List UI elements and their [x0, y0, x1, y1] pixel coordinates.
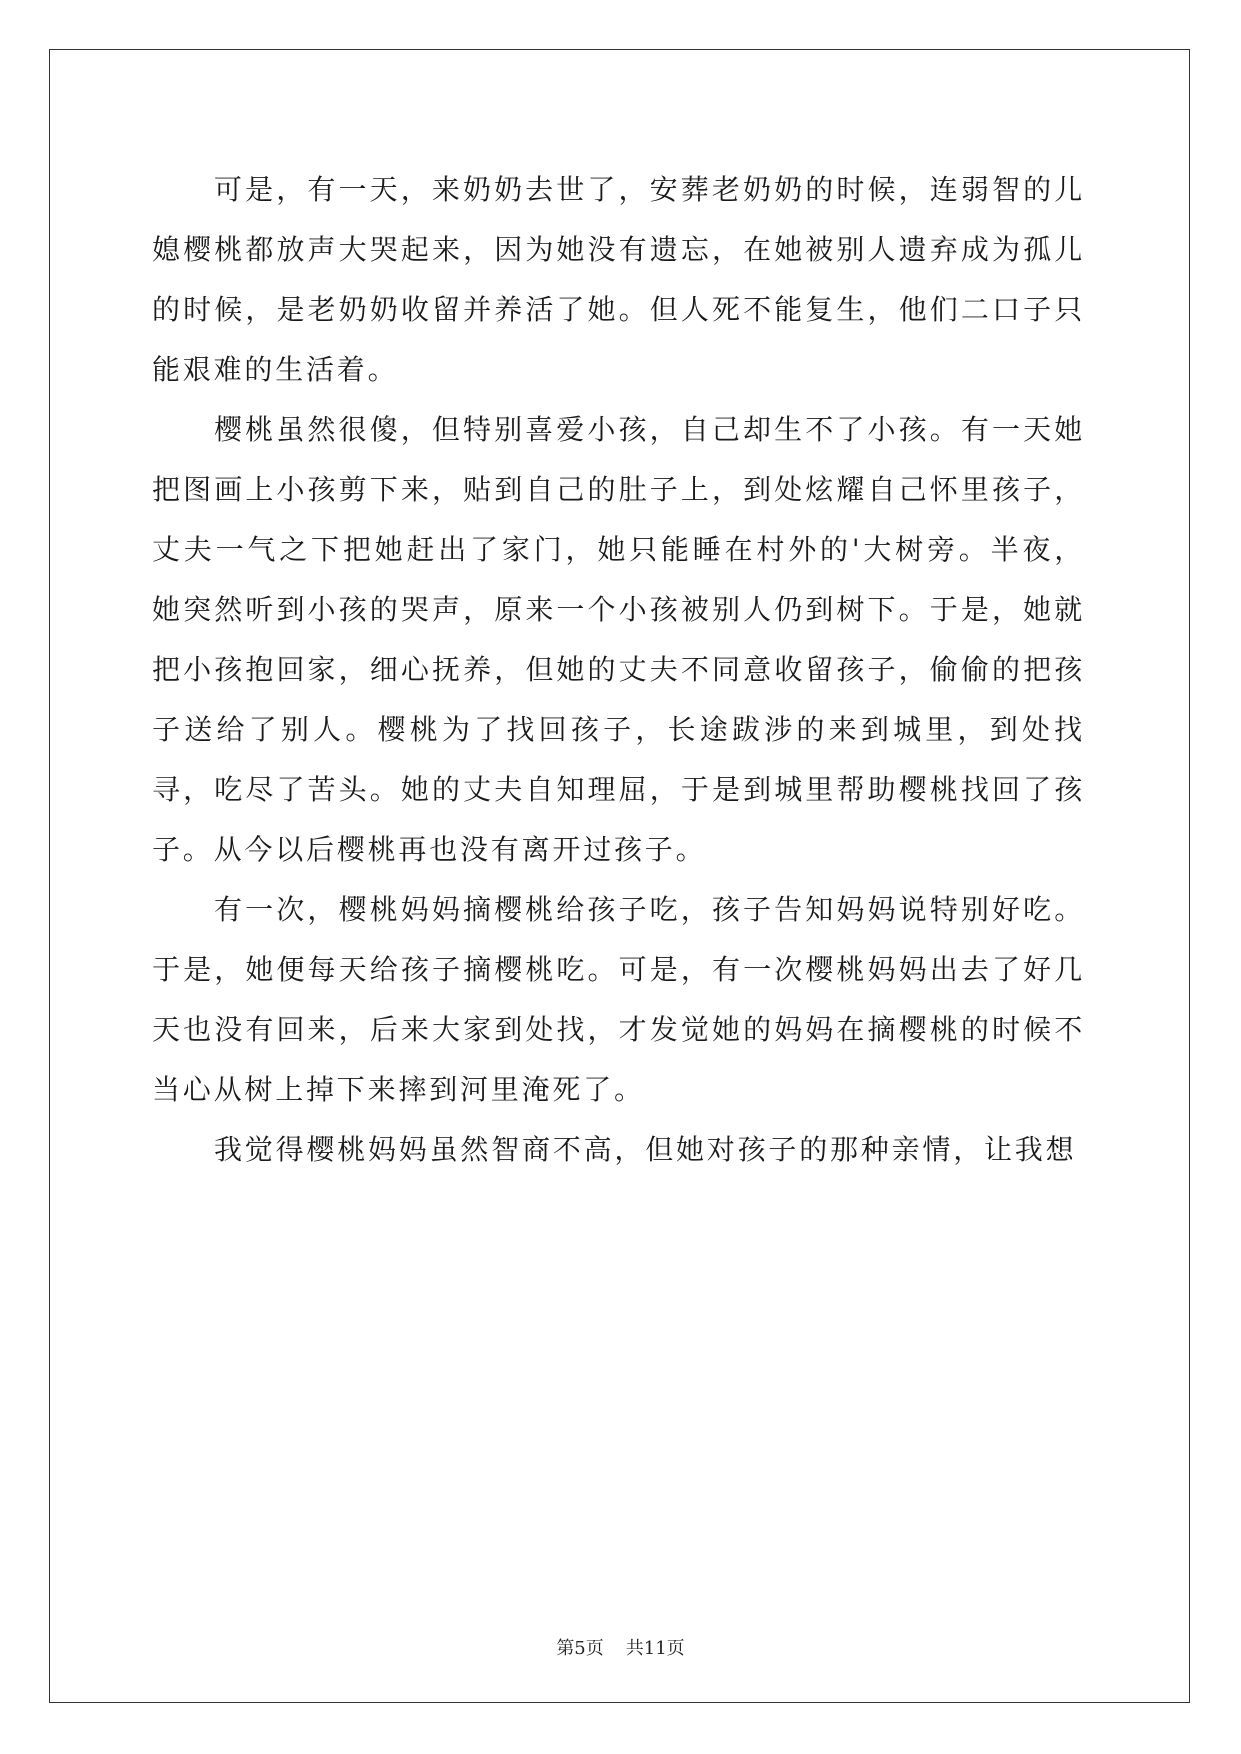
paragraph: 可是，有一天，来奶奶去世了，安葬老奶奶的时候，连弱智的儿媳樱桃都放声大哭起来，因为她没有遗忘，在她被别人遗弃成为孤儿的时候，是老奶奶收留并养活了她。但人死不能复生，他们二口子只能艰难的生活着。: [152, 173, 1085, 386]
page-number: 第5页: [556, 1638, 604, 1659]
paragraph: 我觉得樱桃妈妈虽然智商不高，但她对孩子的那种亲情，让我想: [214, 1133, 1077, 1166]
paragraph: 有一次，樱桃妈妈摘樱桃给孩子吃，孩子告知妈妈说特别好吃。于是，她便每天给孩子摘樱桃吃。可是，有一次樱桃妈妈出去了好几天也没有回来，后来大家到处找，才发觉她的妈妈在摘樱桃的时候不当心从树上掉下来摔到河里淹死了。: [152, 893, 1085, 1106]
paragraph: 樱桃虽然很傻，但特别喜爱小孩，自己却生不了小孩。有一天她把图画上小孩剪下来，贴到自己的肚子上，到处炫耀自己怀里孩子，丈夫一气之下把她赶出了家门，她只能睡在村外的'大树旁。半夜，她突然听到小孩的哭声，原来一个小孩被别人仍到树下。于是，她就把小孩抱回家，细心抚养，但她的丈夫不同意收留孩子，偷偷的把孩子送给了别人。樱桃为了找回孩子，长途跋涉的来到城里，到处找寻，吃尽了苦头。她的丈夫自知理屈，于是到城里帮助樱桃找回了孩子。从今以后樱桃再也没有离开过孩子。: [152, 413, 1085, 866]
document-body: [152, 160, 1085, 1180]
page-footer: [0, 1634, 1241, 1660]
page-total: 共11页: [625, 1638, 685, 1659]
